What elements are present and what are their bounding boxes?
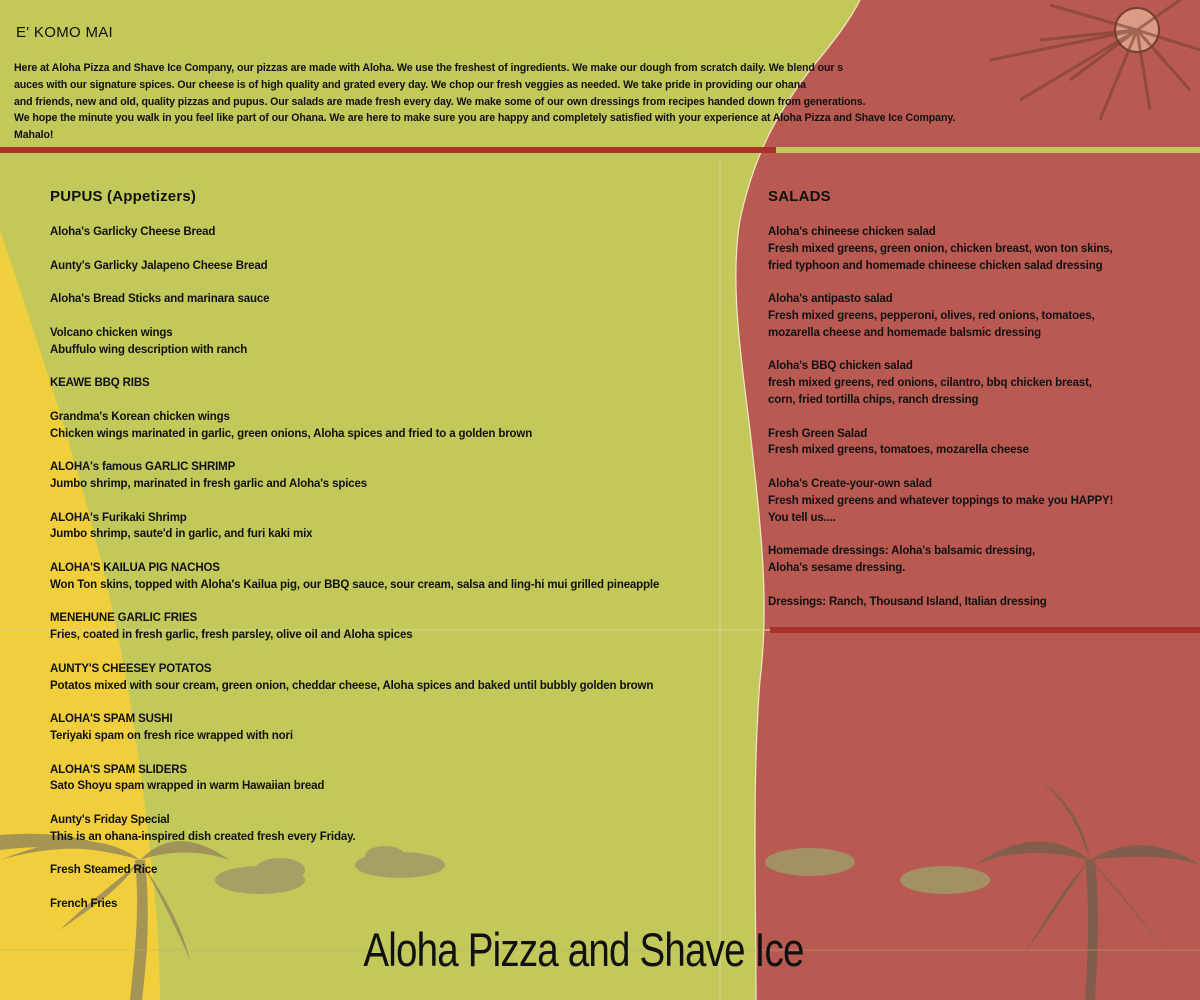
salad-item-name: Fresh Green Salad	[768, 427, 868, 440]
pupus-title: PUPUS (Appetizers)	[50, 188, 197, 205]
salad-item	[768, 224, 1188, 274]
menu-item	[50, 224, 750, 241]
welcome-title: E' KOMO MAI	[16, 24, 114, 41]
salad-item	[768, 543, 1188, 577]
intro-line: Here at Aloha Pizza and Shave Ice Company, our pizzas are made with Aloha. We use the freshest of ingredients. We make our dough from scratch daily. We blend our s	[14, 62, 844, 74]
salad-item-description: You tell us....	[768, 511, 836, 524]
menu-item-name: ALOHA's Furikaki Shrimp	[50, 511, 187, 524]
salad-item-description: fried typhoon and homemade chineese chicken salad dressing	[768, 259, 1103, 272]
menu-item	[50, 610, 750, 644]
salad-item-description: Aloha's sesame dressing.	[768, 561, 906, 574]
salad-item-name: Homemade dressings: Aloha's balsamic dressing,	[768, 545, 1036, 558]
menu-item-description: Jumbo shrimp, saute'd in garlic, and furi kaki mix	[50, 528, 313, 541]
menu-item	[50, 291, 750, 308]
menu-item-description: Won Ton skins, topped with Aloha's Kailua pig, our BBQ sauce, sour cream, salsa and ling-hi mui grilled pineapple	[50, 578, 660, 591]
salads-title: SALADS	[768, 188, 831, 205]
menu-item	[50, 812, 750, 846]
menu-item-name: ALOHA'S SPAM SUSHI	[50, 713, 173, 726]
salad-item-description: Fresh mixed greens, pepperoni, olives, red onions, tomatoes,	[768, 309, 1095, 322]
menu-item-description: Teriyaki spam on fresh rice wrapped with nori	[50, 729, 293, 742]
menu-item-name: Grandma's Korean chicken wings	[50, 410, 230, 423]
welcome-intro	[14, 60, 1004, 144]
salad-item-description: corn, fried tortilla chips, ranch dressing	[768, 393, 979, 406]
menu-item	[50, 459, 750, 493]
salad-item	[768, 594, 1188, 611]
salad-item-name: Aloha's chineese chicken salad	[768, 226, 936, 238]
intro-line: Mahalo!	[14, 129, 54, 142]
menu-item-description: Abuffulo wing description with ranch	[50, 343, 248, 356]
salad-item-name: Aloha's Create-your-own salad	[768, 477, 932, 490]
pupus-section	[50, 188, 750, 929]
menu-item-name: Aunty's Friday Special	[50, 813, 170, 826]
menu-item-name: ALOHA'S KAILUA PIG NACHOS	[50, 561, 220, 574]
menu-item-name: Aloha's Garlicky Cheese Bread	[50, 226, 216, 238]
menu-item-description: Fries, coated in fresh garlic, fresh parsley, olive oil and Aloha spices	[50, 629, 413, 642]
menu-item-description: Chicken wings marinated in garlic, green onions, Aloha spices and fried to a golden brown	[50, 427, 533, 440]
menu-item-description: Sato Shoyu spam wrapped in warm Hawaiian bread	[50, 780, 325, 793]
salad-item-description: Fresh mixed greens, green onion, chicken breast, won ton skins,	[768, 242, 1113, 255]
menu-item	[50, 711, 750, 745]
salad-item-name: Aloha's BBQ chicken salad	[768, 360, 913, 373]
menu-item	[50, 661, 750, 695]
menu-item	[50, 510, 750, 544]
salads-section	[768, 188, 1188, 627]
menu-item	[50, 258, 750, 275]
salad-item-description: fresh mixed greens, red onions, cilantro, bbq chicken breast,	[768, 377, 1092, 390]
salads-list	[768, 224, 1188, 610]
menu-item	[50, 375, 750, 392]
menu-item-name: French Fries	[50, 897, 118, 910]
salad-item	[768, 476, 1188, 526]
menu-item-name: AUNTY'S CHEESEY POTATOS	[50, 662, 212, 675]
restaurant-name: Aloha Pizza and Shave Ice	[363, 923, 804, 976]
salad-item	[768, 291, 1188, 341]
salad-item-description: Fresh mixed greens, tomatoes, mozarella cheese	[768, 444, 1029, 457]
intro-line: auces with our signature spices. Our cheese is of high quality and grated every day. We chop our fresh veggies as needed. We take pride in providing our ohana	[14, 78, 806, 91]
menu-item	[50, 409, 750, 443]
menu-item-description: This is an ohana-inspired dish created fresh every Friday.	[50, 830, 356, 843]
menu-item-name: Volcano chicken wings	[50, 326, 173, 339]
salad-item	[768, 426, 1188, 460]
menu-item	[50, 762, 750, 796]
menu-item	[50, 862, 750, 879]
intro-line: and friends, new and old, quality pizzas and pupus. Our salads are made fresh every day. We make some of our own dressings from recipes handed down from generations.	[14, 95, 866, 108]
salad-item	[768, 358, 1188, 408]
menu-item-name: Aunty's Garlicky Jalapeno Cheese Bread	[50, 259, 268, 272]
menu-item-description: Potatos mixed with sour cream, green onion, cheddar cheese, Aloha spices and baked until bubbly golden brown	[50, 679, 654, 692]
menu-item	[50, 560, 750, 594]
menu-item-name: ALOHA'S SPAM SLIDERS	[50, 763, 187, 776]
menu-item-name: MENEHUNE GARLIC FRIES	[50, 612, 197, 625]
menu-item-description: Jumbo shrimp, marinated in fresh garlic and Aloha's spices	[50, 477, 367, 490]
salad-item-name: Aloha's antipasto salad	[768, 293, 893, 306]
menu-item	[50, 896, 750, 913]
menu-item-name: ALOHA's famous GARLIC SHRIMP	[50, 461, 236, 474]
menu-item-name: Aloha's Bread Sticks and marinara sauce	[50, 293, 270, 306]
intro-line: We hope the minute you walk in you feel like part of our Ohana. We are here to make sure you are happy and completely satisfied with your experience at Aloha Pizza and Shave Ice Company.	[14, 112, 956, 125]
menu-item-name: KEAWE BBQ RIBS	[50, 377, 150, 390]
salad-item-description: mozarella cheese and homemade balsmic dressing	[768, 326, 1042, 339]
salad-item-description: Fresh mixed greens and whatever toppings to make you HAPPY!	[768, 494, 1114, 507]
menu-item-name: Fresh Steamed Rice	[50, 864, 158, 877]
salad-item-name: Dressings: Ranch, Thousand Island, Italian dressing	[768, 595, 1047, 608]
menu-item	[50, 325, 750, 359]
pupus-list	[50, 224, 750, 913]
